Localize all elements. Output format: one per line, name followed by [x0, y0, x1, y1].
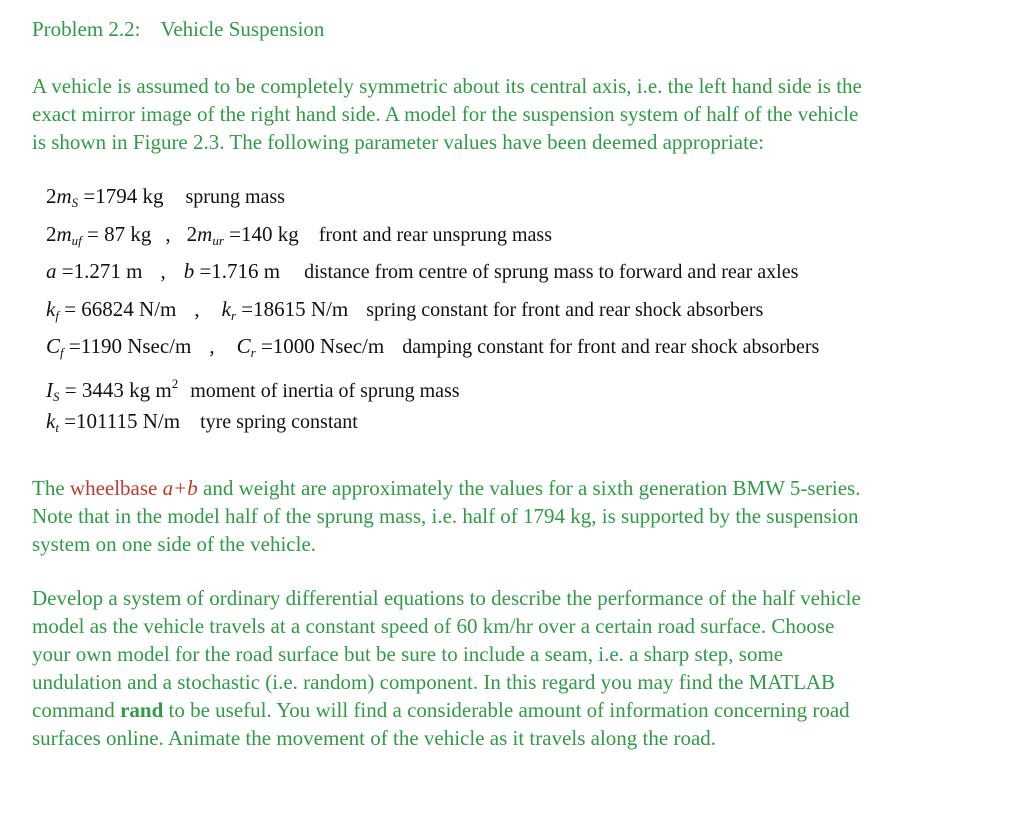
is-exponent: 2	[171, 375, 179, 391]
param-sprung-mass: $2m_S =1794$ kg sprung mass	[46, 184, 285, 210]
intro-paragraph	[32, 72, 992, 156]
problem-title	[32, 15, 324, 43]
param-axle-distance: a =1.271 m , b =1.716 m distance from centre of sprung mass to forward and rear axles	[46, 259, 799, 283]
paragraph-line	[32, 696, 992, 724]
param-damping-constant: $C_f =1190$ Nsec/m , $C_r =1000$ Nsec/m damping constant for front and rear shock absorbers	[46, 334, 820, 360]
kf-value: = 66824 N/m	[64, 296, 177, 321]
the-word: The	[32, 476, 70, 500]
is-value: = 3443 kg m	[64, 377, 172, 402]
k-desc: spring constant for front and rear shock absorbers	[366, 298, 764, 321]
problem-number: Problem 2.2:	[32, 17, 141, 41]
kt-value: =101115 N/m	[64, 409, 181, 433]
intro-line: A vehicle is assumed to be completely symmetric about its central axis, i.e. the left hand side is the	[32, 74, 862, 98]
mur-value: =140 kg	[229, 221, 299, 246]
ms-desc: sprung mass	[185, 186, 285, 208]
is-desc: moment of inertia of sprung mass	[190, 379, 460, 402]
param-spring-constant: $k_f = 66824$ N/m , $k_r =18615$ N/m spring constant for front and rear shock absorbers	[46, 296, 764, 323]
command-rest: to be useful. You will find a considerable amount of information concerning road	[163, 698, 850, 722]
param-moment-of-inertia: $I_S = 3443$ kg $m^2$ moment of inertia of sprung mass	[46, 375, 460, 404]
paragraph-line: your own model for the road surface but be sure to include a seam, i.e. a sharp step, some	[32, 642, 784, 666]
wheelbase-line	[32, 474, 992, 502]
problem-name: Vehicle Suspension	[160, 17, 325, 41]
paragraph-line: model as the vehicle travels at a constant speed of 60 km/hr over a certain road surface. Choose	[32, 614, 835, 638]
paragraph-line: surfaces online. Animate the movement of the vehicle as it travels along the road.	[32, 726, 717, 750]
wheelbase-expression: a+b	[162, 476, 198, 500]
a-value: =1.271 m	[61, 259, 143, 283]
param-tyre-spring: $k_t =101115$ N/m tyre spring constant	[46, 409, 358, 435]
c-desc: damping constant for front and rear shock absorbers	[402, 336, 820, 358]
paragraph-line: Note that in the model half of the sprung mass, i.e. half of 1794 kg, is supported by the suspension	[32, 504, 859, 528]
wheelbase-paragraph	[32, 474, 992, 558]
unsprung-desc: front and rear unsprung mass	[318, 223, 552, 246]
kr-value: =18615 N/m	[241, 296, 349, 321]
paragraph-line: system on one side of the vehicle.	[32, 532, 317, 556]
cr-value: =1000 Nsec/m	[260, 334, 385, 358]
paragraph-line: Develop a system of ordinary differential equations to describe the performance of the half vehicle	[32, 586, 861, 610]
rand-command: rand	[120, 698, 164, 722]
parameter-list	[46, 181, 819, 444]
ms-value: =1794 kg	[83, 184, 164, 208]
intro-line: exact mirror image of the right hand side. A model for the suspension system of half of the vehicle	[32, 102, 859, 126]
command-word: command	[32, 698, 121, 722]
param-unsprung-mass: $2m_{uf} = 87$ kg , $2m_{ur} =140$ kg front and rear unsprung mass	[46, 221, 552, 248]
wheelbase-term: wheelbase	[69, 476, 158, 500]
wheelbase-rest: and weight are approximately the values for a sixth generation BMW 5-series.	[197, 476, 861, 500]
b-value: =1.716 m	[199, 259, 281, 283]
intro-line: is shown in Figure 2.3. The following parameter values have been deemed appropriate:	[32, 130, 765, 154]
paragraph-line: undulation and a stochastic (i.e. random) component. In this regard you may find the MATLAB	[32, 670, 836, 694]
ab-desc: distance from centre of sprung mass to forward and rear axles	[304, 261, 799, 283]
task-paragraph	[32, 584, 992, 752]
kt-desc: tyre spring constant	[200, 411, 358, 433]
cf-value: =1190 Nsec/m	[68, 334, 192, 358]
muf-value: = 87 kg	[87, 221, 152, 246]
